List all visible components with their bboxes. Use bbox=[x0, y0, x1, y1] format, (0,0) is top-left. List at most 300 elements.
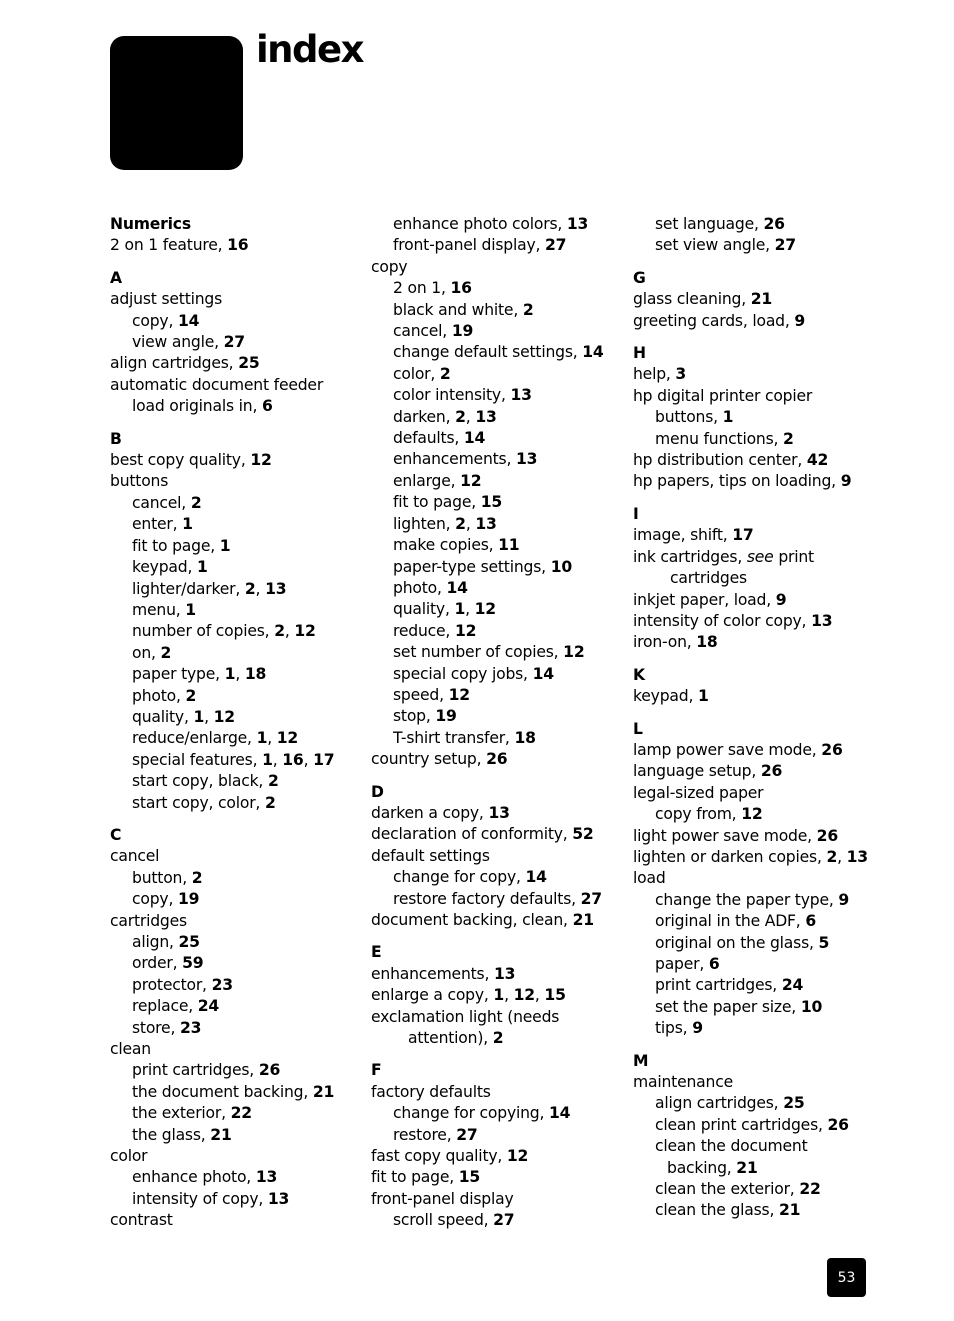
index-term: buttons bbox=[110, 472, 169, 491]
index-term: help, bbox=[633, 365, 676, 384]
page-reference: 21 bbox=[779, 1201, 801, 1220]
page-reference: 2 bbox=[190, 493, 202, 512]
index-letter-heading: Numerics bbox=[110, 215, 191, 233]
index-term: clean bbox=[110, 1040, 151, 1059]
page-reference: 15 bbox=[480, 493, 503, 512]
index-entry bbox=[110, 235, 360, 256]
index-term: align cartridges, bbox=[655, 1094, 784, 1113]
page-reference: 2 bbox=[264, 793, 276, 812]
index-entry bbox=[110, 1060, 360, 1081]
index-term: start copy, black, bbox=[132, 772, 268, 791]
index-term: enlarge, bbox=[393, 471, 461, 490]
index-term: color, bbox=[393, 364, 440, 383]
index-term: change for copy, bbox=[393, 868, 526, 887]
page-ref-separator: , bbox=[267, 729, 277, 748]
page-reference: 27 bbox=[774, 236, 796, 255]
index-term: load bbox=[633, 869, 666, 888]
page-reference: 19 bbox=[177, 890, 200, 909]
page-reference: 12 bbox=[250, 451, 272, 470]
page-reference: 13 bbox=[488, 803, 510, 822]
page-reference: 2 bbox=[826, 847, 838, 866]
page-reference: 27 bbox=[223, 333, 245, 352]
index-term: lighten, bbox=[393, 514, 456, 533]
index-entry bbox=[371, 471, 621, 492]
chapter-tab-block bbox=[110, 36, 243, 170]
index-term: maintenance bbox=[633, 1073, 733, 1092]
index-entry bbox=[110, 932, 360, 953]
index-term: black and white, bbox=[393, 300, 523, 319]
index-term: set the paper size, bbox=[655, 997, 801, 1016]
index-term: button, bbox=[132, 868, 192, 887]
index-entry bbox=[633, 911, 883, 932]
index-term: 2 on 1 feature, bbox=[110, 236, 228, 255]
index-entry bbox=[371, 1167, 621, 1188]
page-number: 53 bbox=[837, 1269, 856, 1286]
index-column-3 bbox=[633, 214, 883, 1222]
index-entry bbox=[110, 793, 360, 814]
index-term: paper-type settings, bbox=[393, 557, 551, 576]
index-term: enter, bbox=[132, 515, 183, 534]
index-term: inkjet paper, load, bbox=[633, 590, 776, 609]
page-ref-separator: , bbox=[255, 579, 266, 598]
index-entry bbox=[633, 890, 883, 911]
page-reference: 2 bbox=[783, 429, 794, 448]
page-reference: 1 bbox=[256, 729, 268, 748]
index-term: light power save mode, bbox=[633, 826, 817, 845]
index-entry bbox=[110, 1167, 360, 1188]
page-reference: 9 bbox=[692, 1019, 703, 1038]
page-ref-separator: , bbox=[837, 847, 847, 866]
page-reference: 6 bbox=[261, 397, 273, 416]
index-entry bbox=[371, 407, 621, 428]
index-entry bbox=[633, 1179, 883, 1200]
index-entry bbox=[633, 590, 883, 611]
index-entry bbox=[371, 685, 621, 706]
index-term: hp distribution center, bbox=[633, 451, 807, 470]
index-term: menu, bbox=[132, 600, 186, 619]
index-entry bbox=[371, 1082, 621, 1103]
page-reference: 26 bbox=[258, 1061, 281, 1080]
index-term: contrast bbox=[110, 1211, 173, 1230]
page-reference: 2 bbox=[160, 643, 172, 662]
index-term: paper type, bbox=[132, 665, 225, 684]
page-reference: 14 bbox=[549, 1104, 571, 1123]
index-entry bbox=[633, 1200, 883, 1221]
index-entry bbox=[633, 975, 883, 996]
index-term: copy from, bbox=[655, 805, 742, 824]
index-term: speed, bbox=[393, 685, 449, 704]
index-entry bbox=[633, 364, 883, 385]
page-reference: 13 bbox=[255, 1168, 278, 1187]
page-ref-separator: , bbox=[235, 665, 245, 684]
index-entry bbox=[633, 568, 883, 589]
index-entry bbox=[633, 868, 883, 889]
index-term-continuation: print bbox=[773, 547, 814, 566]
index-entry bbox=[371, 1146, 621, 1167]
index-entry bbox=[371, 321, 621, 342]
index-entry bbox=[633, 740, 883, 761]
page-reference: 25 bbox=[178, 933, 200, 951]
index-term: enhancements, bbox=[393, 450, 516, 469]
index-term: number of copies, bbox=[132, 622, 275, 641]
index-term: clean the exterior, bbox=[655, 1180, 800, 1199]
page-reference: 2 bbox=[455, 407, 466, 426]
page-ref-separator: , bbox=[303, 750, 314, 769]
page-reference: 10 bbox=[550, 557, 572, 576]
page-reference: 13 bbox=[475, 407, 497, 426]
index-entry bbox=[371, 889, 621, 910]
index-entry bbox=[633, 1072, 883, 1093]
index-letter-heading: F bbox=[371, 1061, 382, 1080]
index-term: automatic document feeder bbox=[110, 375, 324, 394]
index-entry bbox=[371, 278, 621, 299]
page-reference: 19 bbox=[451, 322, 474, 341]
index-term: restore factory defaults, bbox=[393, 889, 581, 908]
page-ref-separator: , bbox=[504, 986, 514, 1005]
index-term: restore, bbox=[393, 1125, 457, 1144]
page-reference: 12 bbox=[563, 643, 585, 662]
index-term: lighter/darker, bbox=[132, 579, 245, 598]
page-reference: 13 bbox=[566, 215, 589, 233]
index-entry bbox=[633, 933, 883, 954]
index-term: reduce, bbox=[393, 621, 455, 640]
page-reference: 9 bbox=[838, 890, 850, 909]
page-reference: 14 bbox=[463, 429, 486, 448]
index-entry bbox=[110, 450, 360, 471]
index-entry bbox=[633, 826, 883, 847]
index-letter-heading: K bbox=[633, 665, 645, 684]
index-letter-heading: D bbox=[371, 782, 384, 801]
index-term: enlarge a copy, bbox=[371, 986, 494, 1005]
index-term: the glass, bbox=[132, 1125, 211, 1144]
index-term: image, shift, bbox=[633, 526, 733, 545]
index-term: exclamation light (needs bbox=[371, 1007, 560, 1026]
index-term: cancel bbox=[110, 847, 160, 866]
index-term: document backing, clean, bbox=[371, 911, 573, 929]
page-ref-separator: , bbox=[465, 407, 476, 426]
index-term: hp digital printer copier bbox=[633, 386, 813, 405]
page-reference: 13 bbox=[494, 964, 516, 983]
index-term: reduce/enlarge, bbox=[132, 729, 257, 748]
page-reference: 27 bbox=[545, 236, 567, 255]
index-entry bbox=[371, 706, 621, 727]
index-term: original on the glass, bbox=[655, 933, 819, 952]
page-reference: 1 bbox=[193, 707, 205, 726]
page-reference: 12 bbox=[474, 600, 496, 619]
page-reference: 10 bbox=[800, 997, 823, 1016]
page-reference: 3 bbox=[675, 365, 687, 384]
index-entry bbox=[110, 728, 360, 749]
index-entry bbox=[371, 964, 621, 985]
page-reference: 13 bbox=[811, 611, 833, 630]
index-term: glass cleaning, bbox=[633, 290, 751, 309]
page-reference: 2 bbox=[455, 514, 466, 533]
page-reference: 25 bbox=[238, 354, 260, 373]
page-reference: 2 bbox=[191, 868, 203, 887]
index-entry bbox=[371, 803, 621, 824]
index-term: cancel, bbox=[393, 322, 452, 341]
page-reference: 12 bbox=[294, 622, 316, 641]
index-entry bbox=[371, 1189, 621, 1210]
page-reference: 1 bbox=[722, 408, 734, 427]
index-entry bbox=[371, 492, 621, 513]
index-entry bbox=[371, 578, 621, 599]
page-reference: 23 bbox=[211, 975, 233, 994]
index-entry bbox=[633, 1158, 883, 1179]
index-entry bbox=[371, 1007, 621, 1028]
index-term: fit to page, bbox=[371, 1168, 459, 1187]
page-reference: 26 bbox=[821, 740, 843, 759]
page-ref-separator: , bbox=[465, 514, 476, 533]
index-entry bbox=[110, 311, 360, 332]
index-entry bbox=[110, 707, 360, 728]
index-entry bbox=[110, 600, 360, 621]
index-letter-heading: G bbox=[633, 268, 646, 287]
page-reference: 14 bbox=[177, 311, 200, 330]
index-entry bbox=[633, 429, 883, 450]
index-term: print cartridges, bbox=[132, 1061, 259, 1080]
page-reference: 26 bbox=[816, 826, 838, 845]
index-entry bbox=[633, 214, 883, 235]
page-title: index bbox=[256, 28, 363, 71]
page-reference: 12 bbox=[741, 805, 763, 824]
index-term: the exterior, bbox=[132, 1104, 231, 1123]
index-term: start copy, color, bbox=[132, 793, 265, 812]
index-entry bbox=[110, 396, 360, 417]
index-letter-heading: I bbox=[633, 504, 639, 523]
page-reference: 2 bbox=[185, 686, 197, 705]
index-entry bbox=[110, 1039, 360, 1060]
index-entry bbox=[371, 728, 621, 749]
index-entry bbox=[110, 514, 360, 535]
index-term: copy, bbox=[132, 890, 178, 909]
page-reference: 6 bbox=[708, 955, 720, 973]
index-term: iron-on, bbox=[633, 633, 697, 652]
page-reference: 22 bbox=[230, 1104, 252, 1123]
index-term: replace, bbox=[132, 997, 198, 1016]
index-entry bbox=[633, 997, 883, 1018]
index-term: ink cartridges, bbox=[633, 547, 747, 566]
page-reference: 1 bbox=[224, 665, 236, 684]
index-entry bbox=[633, 1115, 883, 1136]
index-entry bbox=[633, 235, 883, 256]
index-term: copy, bbox=[132, 311, 178, 330]
page-ref-separator: , bbox=[465, 600, 475, 619]
page-reference: 12 bbox=[506, 1147, 529, 1166]
page-reference: 24 bbox=[197, 997, 220, 1016]
page-reference: 5 bbox=[818, 933, 830, 952]
index-term: best copy quality, bbox=[110, 451, 251, 470]
page-reference: 1 bbox=[219, 536, 231, 555]
index-entry bbox=[371, 449, 621, 470]
page-reference: 26 bbox=[763, 215, 785, 233]
index-entry bbox=[371, 235, 621, 256]
page-reference: 13 bbox=[475, 514, 497, 533]
page-reference: 2 bbox=[439, 364, 451, 383]
index-term: clean the document bbox=[655, 1137, 808, 1156]
index-entry bbox=[633, 289, 883, 310]
index-entry bbox=[371, 642, 621, 663]
index-term: quality, bbox=[132, 707, 194, 726]
page-reference: 1 bbox=[697, 687, 709, 706]
index-term: change default settings, bbox=[393, 343, 583, 362]
page-reference: 14 bbox=[532, 664, 554, 683]
page-reference: 9 bbox=[775, 590, 787, 609]
index-entry bbox=[633, 471, 883, 492]
index-entry bbox=[371, 214, 621, 235]
index-entry bbox=[110, 1018, 360, 1039]
index-term: copy bbox=[371, 257, 408, 276]
index-entry bbox=[371, 535, 621, 556]
page-reference: 14 bbox=[446, 578, 468, 597]
index-letter-heading: L bbox=[633, 719, 643, 738]
page-reference: 22 bbox=[799, 1180, 821, 1199]
index-term: fit to page, bbox=[132, 536, 220, 555]
index-term: T-shirt transfer, bbox=[393, 728, 515, 747]
index-entry bbox=[633, 611, 883, 632]
page-reference: 9 bbox=[840, 472, 852, 491]
index-entry bbox=[371, 257, 621, 278]
index-entry bbox=[110, 996, 360, 1017]
page-reference: 2 bbox=[492, 1029, 504, 1048]
page-ref-separator: , bbox=[534, 986, 545, 1005]
index-entry bbox=[110, 664, 360, 685]
page-reference: 1 bbox=[182, 515, 193, 534]
index-term: order, bbox=[132, 954, 183, 973]
index-entry bbox=[110, 771, 360, 792]
index-term: fast copy quality, bbox=[371, 1147, 507, 1166]
index-entry bbox=[110, 643, 360, 664]
index-term: adjust settings bbox=[110, 290, 223, 309]
index-entry bbox=[110, 1103, 360, 1124]
index-entry bbox=[633, 450, 883, 471]
index-term: change for copying, bbox=[393, 1104, 550, 1123]
page-reference: 1 bbox=[493, 986, 505, 1005]
index-entry bbox=[633, 632, 883, 653]
index-term: change the paper type, bbox=[655, 890, 839, 909]
page-reference: 18 bbox=[514, 728, 536, 747]
index-entry bbox=[110, 536, 360, 557]
index-entry bbox=[110, 686, 360, 707]
page-reference: 9 bbox=[794, 311, 806, 330]
index-term: hp papers, tips on loading, bbox=[633, 472, 841, 491]
index-term: stop, bbox=[393, 707, 436, 726]
index-entry bbox=[633, 686, 883, 707]
page-reference: 12 bbox=[454, 621, 477, 640]
index-entry bbox=[371, 1103, 621, 1124]
index-term: special features, bbox=[132, 750, 263, 769]
index-see-reference: see bbox=[746, 547, 774, 566]
index-entry bbox=[371, 342, 621, 363]
index-term: view angle, bbox=[132, 333, 224, 352]
index-entry bbox=[110, 289, 360, 310]
index-column-1 bbox=[110, 214, 360, 1232]
index-entry bbox=[371, 428, 621, 449]
page-ref-separator: , bbox=[284, 622, 295, 641]
page-reference: 2 bbox=[244, 579, 256, 598]
page-reference: 21 bbox=[312, 1082, 335, 1101]
page-reference: 24 bbox=[781, 976, 804, 995]
page-reference: 2 bbox=[274, 622, 285, 641]
index-term: cancel, bbox=[132, 493, 191, 512]
index-entry bbox=[371, 749, 621, 770]
index-letter-heading: C bbox=[110, 825, 122, 844]
index-term: set number of copies, bbox=[393, 643, 564, 662]
index-term: keypad, bbox=[132, 558, 197, 577]
page-reference: 23 bbox=[179, 1018, 202, 1037]
index-entry bbox=[371, 867, 621, 888]
page-reference: 21 bbox=[736, 1158, 758, 1177]
index-term: attention), bbox=[408, 1029, 493, 1048]
index-term: load originals in, bbox=[132, 397, 262, 416]
page-reference: 1 bbox=[454, 600, 466, 619]
index-term: quality, bbox=[393, 600, 455, 619]
index-term: menu functions, bbox=[655, 429, 784, 448]
index-entry bbox=[371, 621, 621, 642]
page-reference: 21 bbox=[750, 290, 773, 309]
index-entry bbox=[371, 557, 621, 578]
index-entry bbox=[110, 1210, 360, 1231]
page-reference: 17 bbox=[732, 526, 754, 545]
index-term: front-panel display, bbox=[393, 236, 546, 255]
index-term: keypad, bbox=[633, 687, 698, 706]
index-entry bbox=[633, 407, 883, 428]
index-term: default settings bbox=[371, 846, 490, 865]
page-reference: 26 bbox=[486, 750, 508, 769]
index-term: make copies, bbox=[393, 536, 499, 555]
index-term: paper, bbox=[655, 955, 709, 973]
index-term: lighten or darken copies, bbox=[633, 847, 827, 866]
index-entry bbox=[633, 1136, 883, 1157]
page-reference: 15 bbox=[458, 1168, 481, 1187]
page-reference: 21 bbox=[572, 911, 594, 929]
index-term: color intensity, bbox=[393, 386, 511, 405]
index-entry bbox=[371, 300, 621, 321]
page-reference: 13 bbox=[516, 450, 538, 469]
page-reference: 16 bbox=[450, 279, 472, 298]
index-term: lamp power save mode, bbox=[633, 740, 822, 759]
index-term: enhance photo, bbox=[132, 1168, 256, 1187]
index-term: fit to page, bbox=[393, 493, 481, 512]
page-reference: 14 bbox=[582, 343, 604, 362]
index-entry bbox=[633, 386, 883, 407]
index-term: darken, bbox=[393, 407, 456, 426]
index-entry bbox=[371, 846, 621, 867]
index-term: country setup, bbox=[371, 750, 487, 769]
index-entry bbox=[371, 985, 621, 1006]
page-reference: 13 bbox=[265, 579, 287, 598]
page-reference: 18 bbox=[244, 665, 267, 684]
page-reference: 2 bbox=[267, 772, 279, 791]
index-entry bbox=[371, 1210, 621, 1231]
page-reference: 17 bbox=[313, 750, 335, 769]
index-entry bbox=[110, 353, 360, 374]
index-term: scroll speed, bbox=[393, 1211, 494, 1230]
index-term: front-panel display bbox=[371, 1189, 514, 1208]
index-column-2 bbox=[371, 214, 621, 1232]
page-reference: 26 bbox=[760, 762, 783, 781]
page-reference: 1 bbox=[185, 600, 196, 619]
page-reference: 42 bbox=[806, 451, 829, 470]
page-reference: 1 bbox=[262, 750, 273, 769]
index-letter-heading: H bbox=[633, 344, 646, 363]
index-term: legal-sized paper bbox=[633, 783, 764, 802]
index-entry bbox=[371, 824, 621, 845]
page-reference: 27 bbox=[580, 889, 602, 908]
index-entry bbox=[110, 1125, 360, 1146]
page-reference: 12 bbox=[448, 685, 470, 704]
page-reference: 14 bbox=[525, 868, 547, 887]
